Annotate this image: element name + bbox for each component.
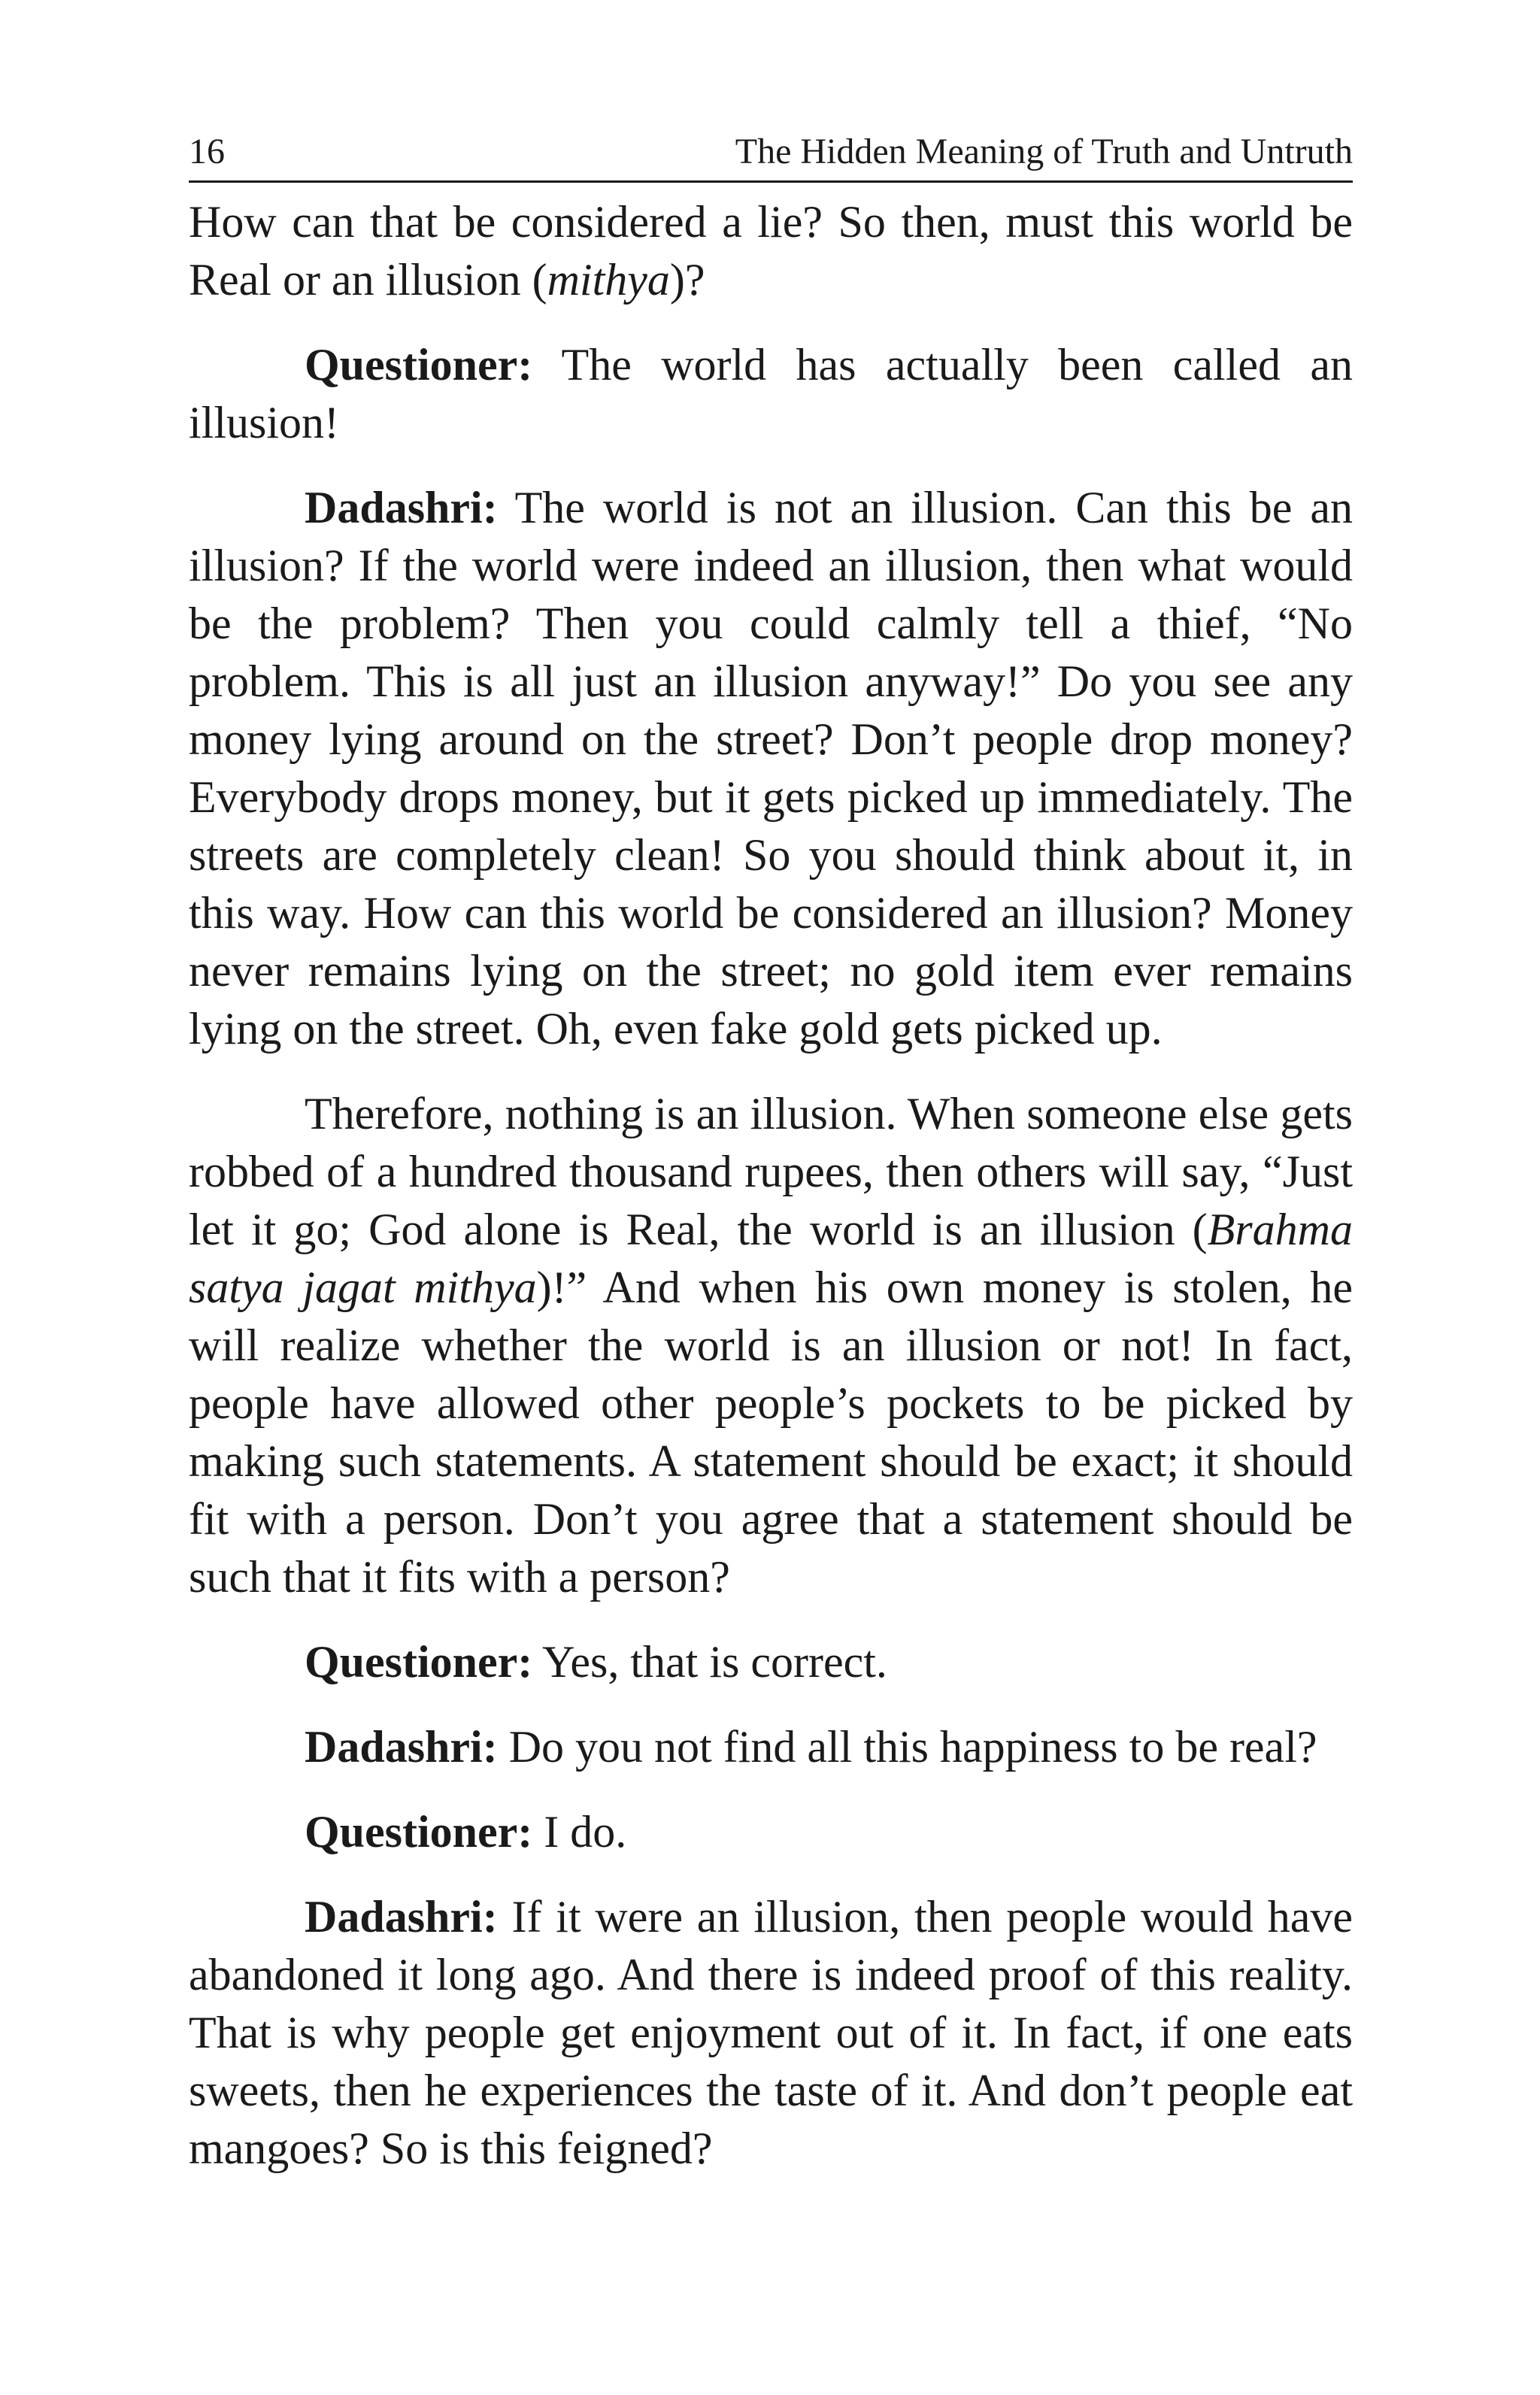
book-page	[189, 128, 1353, 2205]
paragraph-text: I do.	[532, 1807, 627, 1857]
dialogue-paragraph	[189, 1803, 1353, 1861]
paragraph	[189, 193, 1353, 309]
speaker-label: Questioner:	[305, 1637, 533, 1687]
speaker-label: Dadashri:	[305, 1892, 498, 1942]
paragraph-text: If it were an illusion, then people would have abandoned it long ago. And there is indeed proof of this reality. That is why people get enjoyment out of it. In fact, if one eats sweets, then he experiences the taste of it. And don’t people eat mangoes? So is this feigned?	[189, 1892, 1353, 2173]
italic-term: Brahma satya jagat mithya	[189, 1205, 1353, 1312]
page-number: 16	[189, 132, 225, 171]
running-header	[189, 128, 1353, 183]
speaker-label: Dadashri:	[305, 483, 498, 532]
speaker-label: Questioner:	[305, 340, 533, 390]
paragraph-text: Do you not find all this happiness to be real?	[497, 1722, 1317, 1772]
paragraph-text: The world has actually been called an illusion!	[189, 340, 1353, 447]
paragraph-text: The world is not an illusion. Can this be an illusion? If the world were indeed an illusion, then what would be the problem? Then you could calmly tell a thief, “No problem. This is all just an illusion anyway!” Do you see any money lying around on the street? Don’t people drop money? Everybody drops money, but it gets picked up immediately. The streets are completely clean! So you should think about it, in this way. How can this world be considered an illusion? Money never remains lying on the street; no gold item ever remains lying on the street. Oh, even fake gold gets picked up.	[189, 483, 1353, 1053]
dialogue-paragraph	[189, 1633, 1353, 1691]
dialogue-paragraph	[189, 1718, 1353, 1776]
speaker-label: Questioner:	[305, 1807, 533, 1857]
paragraph-text: Yes, that is correct.	[532, 1637, 887, 1687]
paragraph-text: )?	[669, 255, 705, 305]
paragraph-text: )!” And when his own money is stolen, he will realize whether the world is an illusion or not! In fact, people have allowed other people’s pockets to be picked by making such statements. A statement should be exact; it should fit with a person. Don’t you agree that a statement should be such that it fits with a person?	[189, 1263, 1353, 1602]
paragraph	[189, 1085, 1353, 1606]
dialogue-paragraph	[189, 336, 1353, 452]
running-title: The Hidden Meaning of Truth and Untruth	[735, 132, 1353, 171]
paragraph-text: Therefore, nothing is an illusion. When someone else gets robbed of a hundred thousand rupees, then others will say, “Just let it go; God alone is Real, the world is an illusion (	[189, 1089, 1353, 1254]
speaker-label: Dadashri:	[305, 1722, 498, 1772]
dialogue-paragraph	[189, 1888, 1353, 2178]
dialogue-paragraph	[189, 479, 1353, 1058]
paragraph-text: How can that be considered a lie? So then, must this world be Real or an illusion (	[189, 197, 1353, 305]
italic-term: mithya	[547, 255, 670, 305]
body-text	[189, 193, 1353, 2178]
